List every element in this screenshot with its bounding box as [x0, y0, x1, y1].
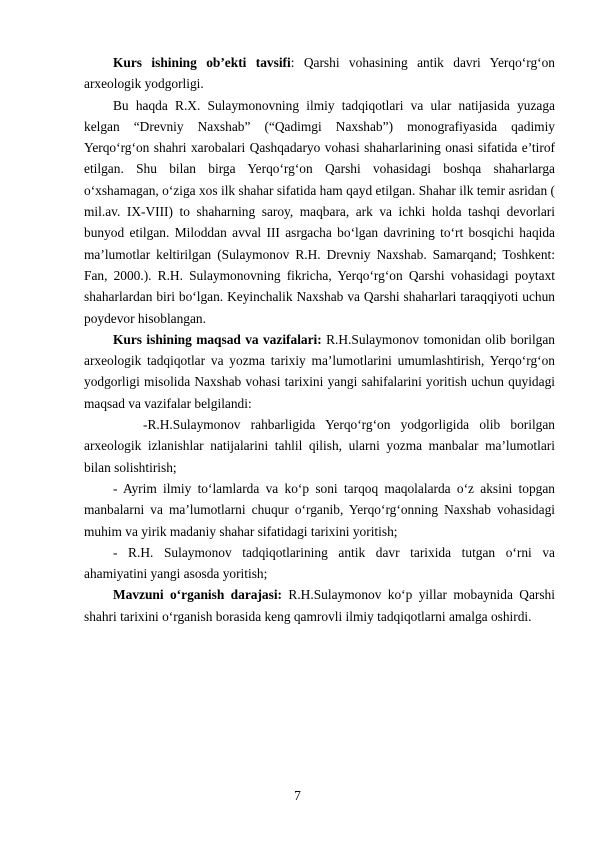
paragraph-sulaymonov-research: Bu haqda R.X. Sulaymonovning ilmiy tadqiqotlari va ular natijasida yuzaga kelgan “Drevniy Naxshab” (“Qadimgi Naxshab”) monografiyasida qadimiy Yerqo‘rg‘on shahri xarobalari Qashqadaryo vohasi shaharlarining onasi sifatida e’tirof etilgan. Shu bilan birga Yerqo‘rg‘on Qarshi vohasidagi boshqa shaharlarga o‘xshamagan, o‘ziga xos ilk shahar sifatida ham qayd etilgan. Shahar ilk temir asridan ( mil.av. IX-VIII) to shaharning saroy, maqbara, ark va ichki holda tashqi devorlari bunyod etilgan. Miloddan avval III asrgacha bo‘lgan davrining to‘rt bosqichi haqida ma’lumotlar keltirilgan (Sulaymonov R.H. Drevniy Naxshab. Samarqand; Toshkent: Fan, 2000.). R.H. Sulaymonovning fikricha, Yerqo‘rg‘on Qarshi vohasidagi poytaxt shaharlardan biri bo‘lgan. Keyinchalik Naxshab va Qarshi shaharlari taraqqiyoti uchun poydevor hisoblangan.: [84, 97, 555, 326]
heading-study-level: Mavzuni o‘rganish darajasi:: [113, 587, 283, 603]
text-object-description: : Qarshi vohasining antik davri Yerqo‘rg‘on arxeologik yodgorligi.: [84, 55, 555, 92]
document-body: [84, 52, 555, 627]
paragraph-study-level: [84, 584, 555, 627]
text-study-level: R.H.Sulaymonov ko‘p yillar mobaynida Qarshi shahri tarixini o‘rganish borasida keng qamrovli ilmiy tadqiqotlarni amalga oshirdi.: [84, 587, 555, 624]
list-item-goal-1: -R.H.Sulaymonov rahbarligida Yerqo‘rg‘on yodgorligida olib borilgan arxeologik izlanishlar natijalarini tahlil qilish, ularni yozma manbalar ma’lumotlari bilan solishtirish;: [84, 417, 555, 475]
paragraph-object-description: [84, 52, 555, 95]
list-item-goal-3: - R.H. Sulaymonov tadqiqotlarining antik davr tarixida tutgan o‘rni va ahamiyatini yangi asosda yoritish;: [84, 544, 555, 582]
paragraph-goals: [84, 329, 555, 414]
list-item-goal-2: - Ayrim ilmiy to‘lamlarda va ko‘p soni tarqoq maqolalarda o‘z aksini topgan manbalarni va ma’lumotlarni chuqur o‘rganib, Yerqo‘rg‘onning Naxshab vohasidagi muhim va yirik madaniy shahar sifatidagi tarixini yoritish;: [84, 480, 555, 539]
heading-goals: Kurs ishining maqsad va vazifalari:: [113, 331, 322, 347]
text-goals: R.H.Sulaymonov tomonidan olib borilgan arxeologik tadqiqotlar va yozma tarixiy ma’lumotlarini umumlashtirish, Yerqo‘rg‘on yodgorligi misolida Naxshab vohasi tarixini yangi sahifalarini yoritish uchun quyidagi maqsad va vazifalar belgilandi:: [84, 331, 556, 411]
heading-object-description: Kurs ishining ob’ekti tavsifi: [113, 55, 291, 70]
page-number: 7: [294, 788, 301, 803]
